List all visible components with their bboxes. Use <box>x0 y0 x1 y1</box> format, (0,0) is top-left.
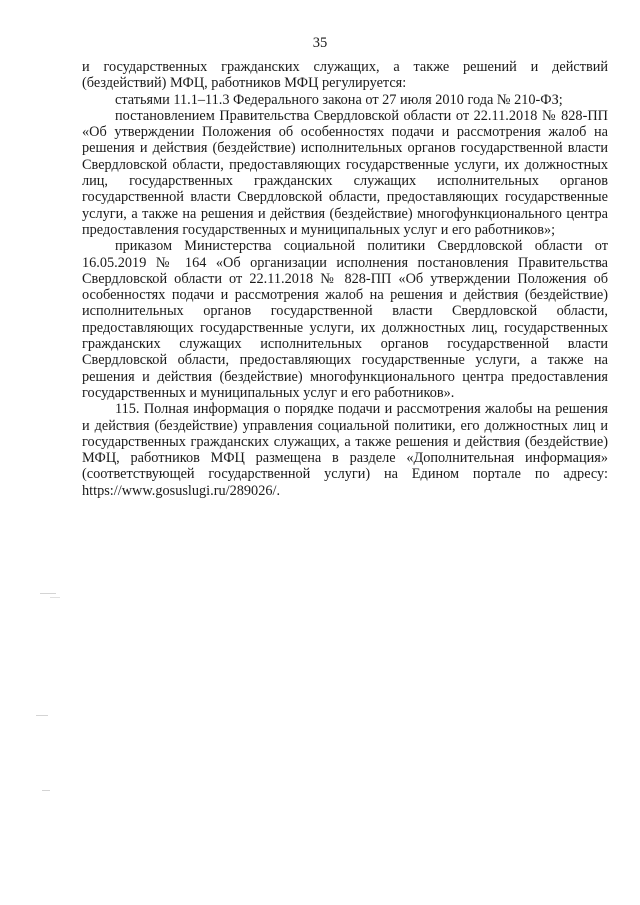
paragraph-115: 115. Полная информация о порядке подачи и рассмотрения жалобы на решения и действия (бездействие) управления социальной политики, его должностных лиц и государственных гражданских служащих, а также решения и действия (бездействие) МФЦ, работников МФЦ размещена в разделе «Дополнительная информация» (соответствующей государственной услуги) на Едином портале по адресу: https://www.gosuslugi.ru/289026/. <box>82 401 608 499</box>
scan-artifact <box>36 715 48 716</box>
paragraph-government-resolution: постановлением Правительства Свердловской области от 22.11.2018 № 828-ПП «Об утверждении Положения об особенностях подачи и рассмотрения жалоб на решения и действия (бездействие) исполнительных органов государственной власти Свердловской области, предоставляющих государственные услуги, их должностных лиц, государственных гражданских служащих исполнительных органов государственной власти Свердловской области, предоставляющих государственные услуги, а также на решения и действия (бездействие) многофункционального центра предоставления государственных и муниципальных услуг и его работников»; <box>82 107 608 238</box>
scan-artifact <box>50 597 60 598</box>
page-number: 35 <box>312 35 328 51</box>
paragraph-ministry-order: приказом Министерства социальной политики Свердловской области от 16.05.2019 № 164 «Об организации исполнения постановления Правительства Свердловской области от 22.11.2018 № 828-ПП «Об утверждении Положения об особенностях подачи и рассмотрения жалоб на решения и действия (бездействие) исполнительных органов государственной власти Свердловской области, предоставляющих государственные услуги, их должностных лиц, государственных гражданских служащих исполнительных органов государственной власти Свердловской области, предоставляющих государственные услуги, а также на решения и действия (бездействие) многофункционального центра предоставления государственных и муниципальных услуг и его работников». <box>82 238 608 401</box>
paragraph-federal-law: статьями 11.1–11.3 Федерального закона от 27 июля 2010 года № 210-ФЗ; <box>115 91 563 108</box>
scan-artifact <box>42 790 50 791</box>
paragraph-continuation: и государственных гражданских служащих, а также решений и действий (бездействий) МФЦ, работников МФЦ регулируется: <box>82 59 608 92</box>
document-body <box>82 59 608 499</box>
scan-artifact <box>40 593 56 594</box>
